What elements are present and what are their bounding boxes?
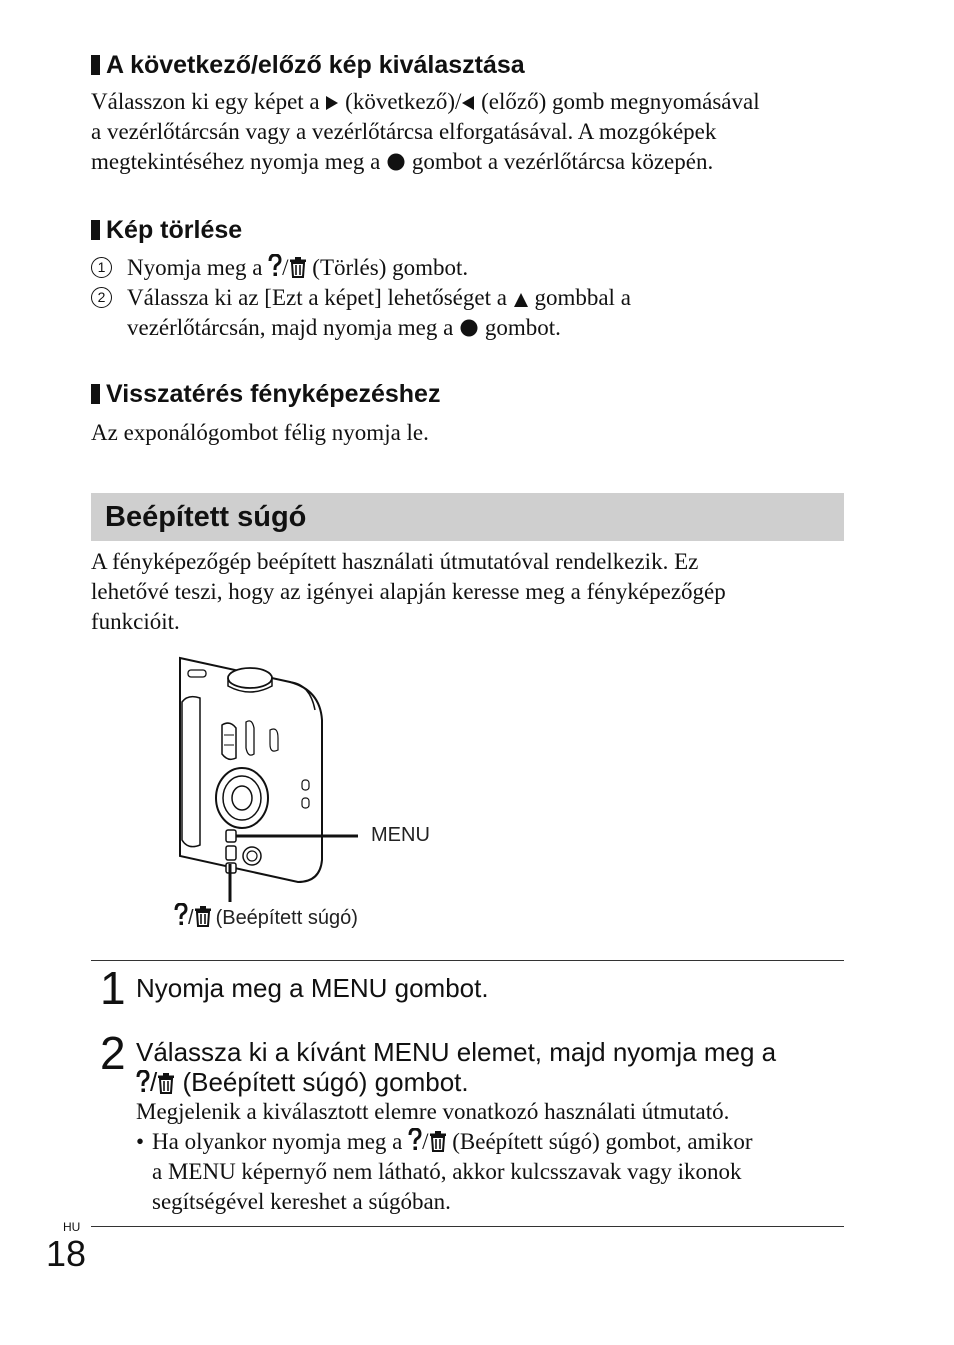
trash-icon	[429, 1130, 447, 1152]
step-2-note: Megjelenik a kiválasztott elemre vonatkozó használati útmutató.	[136, 1099, 730, 1124]
intro-line-2: lehetővé teszi, hogy az igényei alapján keresse meg a fényképezőgép	[91, 579, 726, 604]
delete-step-2: 2 Válassza ki az [Ezt a képet] lehetőséget a gombbal a vezérlőtárcsán, majd nyomja meg a gombot.	[91, 283, 851, 343]
section-heading-next-prev	[91, 50, 525, 80]
help-callout-label: / (Beépített súgó)	[174, 903, 358, 930]
center-button-icon	[386, 152, 406, 172]
help-intro	[91, 547, 851, 637]
trash-icon	[289, 256, 307, 278]
step-2-line-2: / (Beépített súgó) gombot.	[136, 1067, 469, 1098]
step-number: 1	[91, 257, 112, 278]
footer-rule	[91, 1226, 844, 1227]
delete-step-1: 1 Nyomja meg a / (Törlés) gombot.	[91, 253, 851, 283]
camera-illustration	[170, 650, 470, 940]
trash-icon	[157, 1072, 175, 1094]
trash-icon	[194, 905, 212, 927]
body-line-2: a vezérlőtárcsán vagy a vezérlőtárcsa elforgatásával. A mozgóképek	[91, 119, 717, 144]
next-prev-body	[91, 87, 851, 177]
section-heading-return: Visszatérés fényképezéshez	[91, 379, 440, 409]
previous-icon	[461, 94, 475, 112]
steps-top-rule	[91, 960, 844, 961]
body-line-3: megtekintéséhez nyomja meg a gombot a vezérlőtárcsa közepén.	[91, 149, 714, 174]
bullet-line-3: segítségével kereshet a súgóban.	[152, 1189, 451, 1214]
section-heading-delete: Kép törlése	[91, 215, 242, 245]
up-triangle-icon	[513, 292, 529, 308]
question-mark-icon	[268, 254, 282, 278]
menu-callout-label: MENU	[371, 824, 430, 846]
return-body: Az exponálógombot félig nyomja le.	[91, 420, 429, 445]
bullet-dot: •	[136, 1129, 145, 1154]
section-marker-icon	[91, 220, 100, 240]
section-marker-icon	[91, 384, 100, 404]
center-button-icon	[459, 318, 479, 338]
bullet-line-2: a MENU képernyő nem látható, akkor kulcsszavak vagy ikonok	[152, 1159, 742, 1184]
intro-line-3: funkcióit.	[91, 609, 180, 634]
body-line-1: Válasszon ki egy képet a (következő)/ (előző) gomb megnyomásával	[91, 89, 760, 114]
step-1-number: 1	[100, 962, 126, 1014]
heading-text: A következő/előző kép kiválasztása	[106, 51, 525, 79]
play-next-icon	[325, 94, 339, 112]
language-code: HU	[63, 1220, 81, 1234]
section-marker-icon	[91, 55, 100, 75]
intro-line-1: A fényképezőgép beépített használati útmutatóval rendelkezik. Ez	[91, 549, 699, 574]
step-2-number: 2	[100, 1027, 126, 1079]
delete-steps	[91, 253, 851, 343]
question-mark-icon	[174, 903, 188, 927]
step-1-text: Nyomja meg a MENU gombot.	[136, 973, 489, 1003]
help-title: Beépített súgó	[105, 501, 307, 533]
step-2-line-1: Válassza ki a kívánt MENU elemet, majd nyomja meg a	[136, 1037, 777, 1067]
step-2-bullet: • Ha olyankor nyomja meg a / (Beépített súgó) gombot, amikor a MENU képernyő nem látható, akkor kulcsszavak vagy ikonok segítségével kereshet a súgóban.	[136, 1127, 846, 1217]
help-title-banner	[91, 493, 844, 541]
page-number: 18	[46, 1233, 87, 1274]
question-mark-icon	[136, 1070, 150, 1094]
step-number: 2	[91, 287, 112, 308]
question-mark-icon	[408, 1128, 422, 1152]
